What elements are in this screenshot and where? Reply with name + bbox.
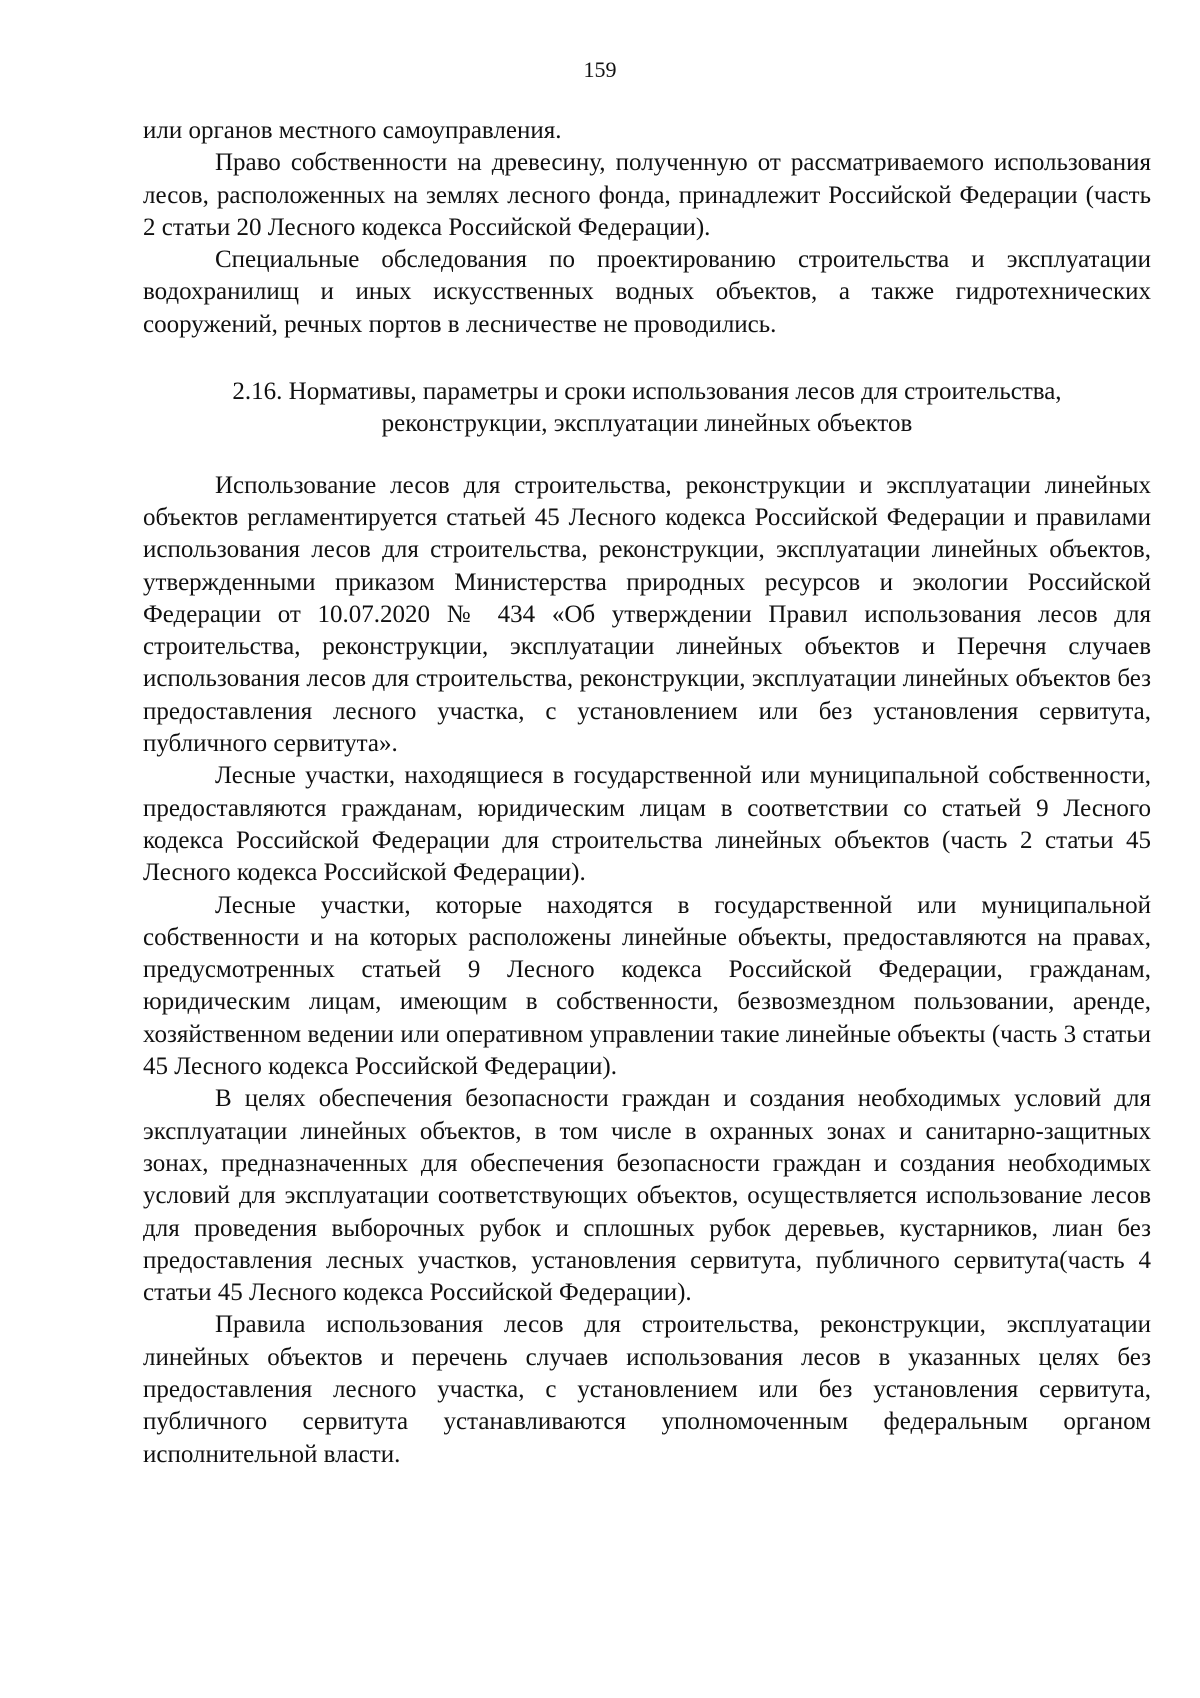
- paragraph: Право собственности на древесину, полученную от рассматриваемого использования лесов, расположенных на землях лесного фонда, принадлежит Российской Федерации (часть 2 статьи 20 Лесного кодекса Российской Федерации).: [143, 149, 1151, 241]
- section-heading-line: 2.16. Нормативы, параметры и сроки использования лесов для строительства,: [232, 378, 1062, 406]
- paragraph: или органов местного самоуправления.: [143, 117, 562, 144]
- page-number: 159: [583, 57, 617, 82]
- page-body: [143, 115, 1151, 1471]
- section-heading: [143, 376, 1151, 441]
- paragraph: Лесные участки, которые находятся в государственной или муниципальной собственности и на которых расположены линейные объекты, предоставляются на правах, предусмотренных статьей 9 Лесного кодекса Российской Федерации, гражданам, юридическим лицам, имеющим в собственности, безвозмездном пользовании, аренде, хозяйственном ведении или оперативном управлении такие линейные объекты (часть 3 статьи 45 Лесного кодекса Российской Федерации).: [143, 891, 1151, 1081]
- paragraph: В целях обеспечения безопасности граждан и создания необходимых условий для эксплуатации линейных объектов, в том числе в охранных зонах и санитарно-защитных зонах, предназначенных для обеспечения безопасности граждан и создания необходимых условий для эксплуатации соответствующих объектов, осуществляется использование лесов для проведения выборочных рубок и сплошных рубок деревьев, кустарников, лиан без предоставления лесных участков, установления сервитута, публичного сервитута(часть 4 статьи 45 Лесного кодекса Российской Федерации).: [143, 1085, 1151, 1307]
- paragraph: Лесные участки, находящиеся в государственной или муниципальной собственности, предоставляются гражданам, юридическим лицам в соответствии со статьей 9 Лесного кодекса Российской Федерации для строительства линейных объектов (часть 2 статьи 45 Лесного кодекса Российской Федерации).: [143, 762, 1151, 887]
- paragraph: Использование лесов для строительства, реконструкции и эксплуатации линейных объектов регламентируется статьей 45 Лесного кодекса Российской Федерации и правилами использования лесов для строительства, реконструкции, эксплуатации линейных объектов, утвержденными приказом Министерства природных ресурсов и экологии Российской Федерации от 10.07.2020 № 434 «Об утверждении Правил использования лесов для строительства, реконструкции, эксплуатации линейных объектов и Перечня случаев использования лесов для строительства, реконструкции, эксплуатации линейных объектов без предоставления лесного участка, с установлением или без установления сервитута, публичного сервитута».: [143, 471, 1151, 758]
- section-heading-line: реконструкции, эксплуатации линейных объектов: [381, 410, 913, 438]
- paragraph: Правила использования лесов для строительства, реконструкции, эксплуатации линейных объектов и перечень случаев использования лесов в указанных целях без предоставления лесного участка, с установлением или без установления сервитута, публичного сервитута устанавливаются уполномоченным федеральным органом исполнительной власти.: [143, 1311, 1151, 1468]
- paragraph: Специальные обследования по проектированию строительства и эксплуатации водохранилищ и иных искусственных водных объектов, а также гидротехнических сооружений, речных портов в лесничестве не проводились.: [143, 246, 1151, 338]
